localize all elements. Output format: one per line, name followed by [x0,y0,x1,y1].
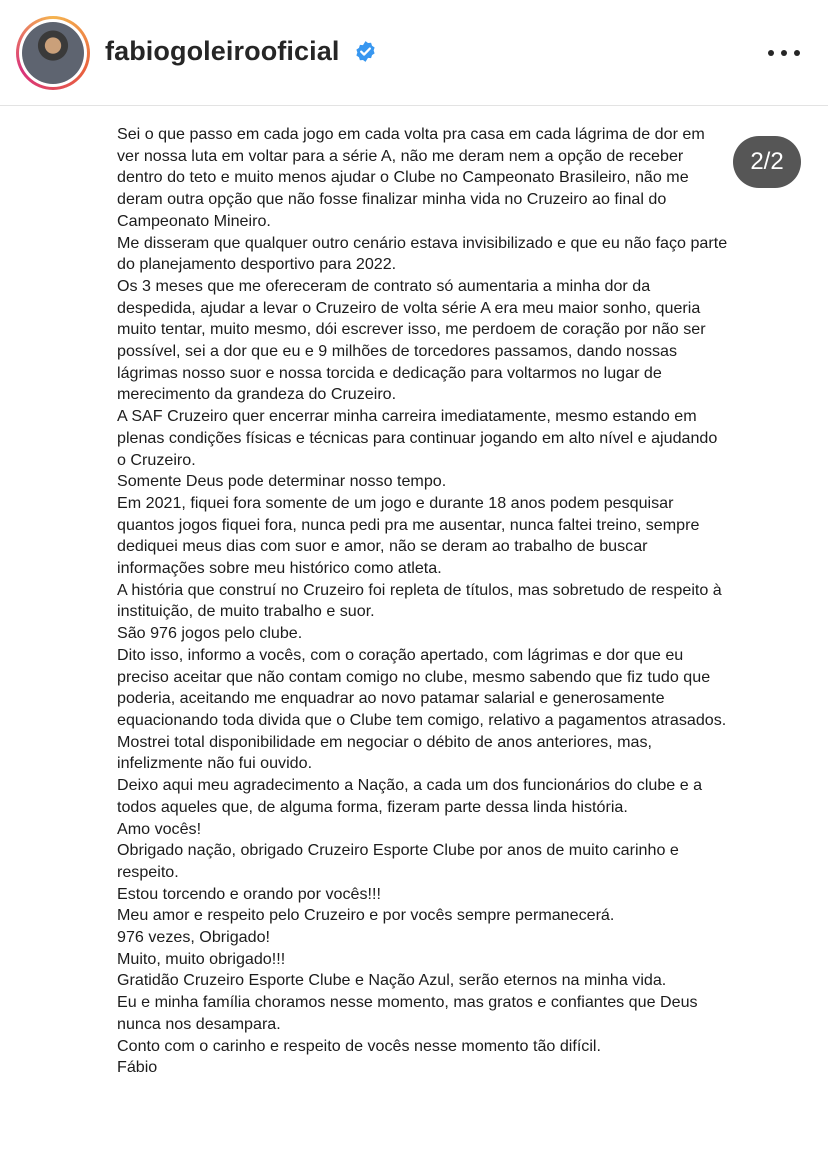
verified-badge-icon [354,40,377,63]
letter-paragraph: Estou torcendo e orando por vocês!!! [117,884,381,903]
letter-paragraph: Somente Deus pode determinar nosso tempo. [117,472,447,491]
avatar-frame [19,19,87,87]
post-header [0,0,828,106]
carousel-counter: 2/2 [733,136,801,188]
story-ring[interactable] [16,16,90,90]
avatar[interactable] [22,22,84,84]
letter-paragraph: Me disseram que qualquer outro cenário estava invisibilizado e que eu não faço parte do planejamento desportivo para 2022. [117,233,728,274]
letter-signature: Fábio [117,1058,158,1077]
letter-paragraph: Sei o que passo em cada jogo em cada volta pra casa em cada lágrima de dor em ver nossa luta em voltar para a série A, não me deram nem a opção de receber dentro do teto e muito menos ajudar o Clube no Campeonato Brasileiro, não me deram outra opção que não fosse finalizar minha vida no Cruzeiro ao final do Campeonato Mineiro. [117,125,705,230]
dot [794,50,800,56]
username-link[interactable]: fabiogoleirooficial [105,36,340,66]
letter-paragraph: 976 vezes, Obrigado! [117,928,270,947]
letter-paragraph: Meu amor e respeito pelo Cruzeiro e por vocês sempre permanecerá. [117,906,615,925]
letter-paragraph: Gratidão Cruzeiro Esporte Clube e Nação Azul, serão eternos na minha vida. [117,971,667,990]
letter-paragraph: Muito, muito obrigado!!! [117,949,286,968]
letter-paragraph: A história que construí no Cruzeiro foi repleta de títulos, mas sobretudo de respeito à instituição, de muito trabalho e suor. [117,580,722,621]
letter-paragraph: Deixo aqui meu agradecimento a Nação, a cada um dos funcionários do clube e a todos aqueles que, de alguma forma, fizeram parte dessa linda história. [117,776,703,816]
dot [781,50,787,56]
letter-paragraph: Conto com o carinho e respeito de vocês nesse momento tão difícil. [117,1036,601,1055]
letter-paragraph: Mostrei total disponibilidade em negociar o débito de anos anteriores, mas, infelizmente não fui ouvido. [117,732,652,773]
letter-paragraph: A SAF Cruzeiro quer encerrar minha carreira imediatamente, mesmo estando em plenas condições físicas e técnicas para continuar jogando em alto nível e ajudando o Cruzeiro. [117,407,718,469]
letter-paragraph: Amo vocês! [117,819,202,838]
letter-text [117,124,729,1079]
letter-paragraph: Obrigado nação, obrigado Cruzeiro Esporte Clube por anos de muito carinho e respeito. [117,841,679,881]
letter-paragraph: Dito isso, informo a vocês, com o coração apertado, com lágrimas e dor que eu preciso aceitar que não contam comigo no clube, mesmo sabendo que fiz tudo que poderia, aceitando me enquadrar ao novo patamar salarial e generosamente equacionando toda divida que o Clube tem comigo, relativo a pagamentos atrasados. [117,645,727,729]
more-options-icon[interactable] [768,48,800,58]
letter-paragraph: São 976 jogos pelo clube. [117,624,303,643]
letter-paragraph: Os 3 meses que me ofereceram de contrato só aumentaria a minha dor da despedida, ajudar a levar o Cruzeiro de volta série A era meu maior sonho, queria muito tentar, muito mesmo, dói escrever isso, me perdoem de coração por não ser possível, sei a dor que eu e 9 milhões de torcedores passamos, dando nossas lágrimas nosso suor e nossa torcida e dedicação para voltarmos no lugar de merecimento da grandeza do Cruzeiro. [117,276,706,404]
dot [768,50,774,56]
letter-paragraph: Em 2021, fiquei fora somente de um jogo e durante 18 anos podem pesquisar quantos jogos fiquei fora, nunca pedi pra me ausentar, nunca faltei treino, sempre dediquei meus dias com suor e amor, não se deram ao trabalho de buscar informações sobre meu histórico como atleta. [117,493,700,578]
letter-paragraph: Eu e minha família choramos nesse momento, mas gratos e confiantes que Deus nunca nos desampara. [117,993,698,1033]
